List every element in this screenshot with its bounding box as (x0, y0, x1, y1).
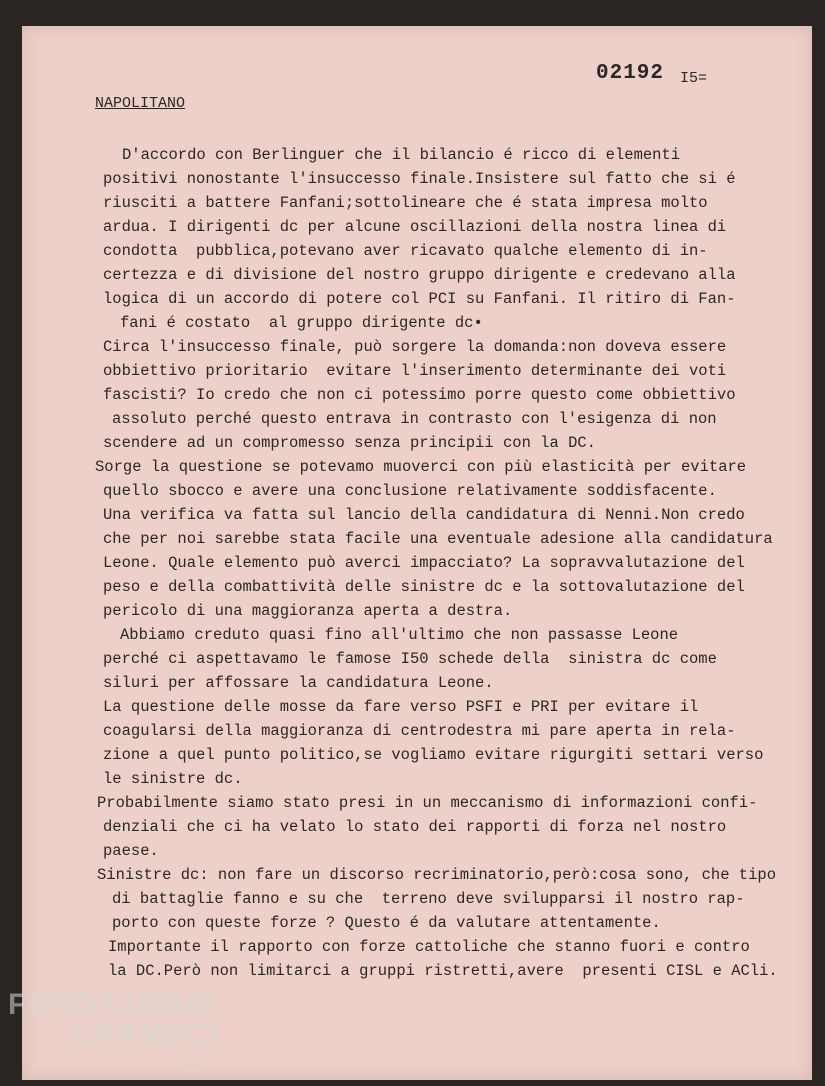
text-line: ardua. I dirigenti dc per alcune oscillazioni della nostra linea di (103, 218, 727, 236)
text-line: Importante il rapporto con forze cattoliche che stanno fuori e contro (108, 938, 750, 956)
text-line: di battaglie fanno e su che terreno deve svilupparsi il nostro rap- (112, 890, 745, 908)
text-line: quello sbocco e avere una conclusione relativamente soddisfacente. (103, 482, 717, 500)
text-line: La questione delle mosse da fare verso PSFI e PRI per evitare il (103, 698, 699, 716)
watermark-line-3: onlus (180, 1065, 207, 1077)
watermark-line-1: FONDAZIONE (8, 988, 217, 1021)
text-line: la DC.Però non limitarci a gruppi ristretti,avere presenti CISL e ACli. (108, 962, 778, 980)
text-line: logica di un accordo di potere col PCI su Fanfani. Il ritiro di Fan- (103, 290, 736, 308)
text-line: pericolo di una maggioranza aperta a destra. (103, 602, 513, 620)
text-line: Leone. Quale elemento può averci impacciato? La sopravvalutazione del (103, 554, 745, 572)
text-line: Sinistre dc: non fare un discorso recriminatorio,però:cosa sono, che tipo (97, 866, 777, 884)
text-line: Probabilmente siamo stato presi in un meccanismo di informazioni confi- (97, 794, 758, 812)
text-line: siluri per affossare la candidatura Leone. (103, 674, 494, 692)
text-line: zione a quel punto politico,se vogliamo evitare rigurgiti settari verso (103, 746, 764, 764)
text-line: fascisti? Io credo che non ci potessimo porre questo come obbiettivo (103, 386, 736, 404)
fondazione-gramsci-watermark (8, 988, 219, 1077)
speaker-heading: NAPOLITANO (95, 95, 186, 112)
text-line: Abbiamo creduto quasi fino all'ultimo che non passasse Leone (120, 626, 679, 644)
text-line: fani é costato al gruppo dirigente dc• (120, 314, 483, 332)
text-line: che per noi sarebbe stata facile una eventuale adesione alla candidatura (103, 530, 773, 548)
page-mark: I5= (680, 70, 708, 87)
text-line: obbiettivo prioritario evitare l'inserimento determinante dei voti (103, 362, 727, 380)
text-line: D'accordo con Berlinguer che il bilancio é ricco di elementi (122, 146, 681, 164)
text-line: assoluto perché questo entrava in contrasto con l'esigenza di non (112, 410, 717, 428)
text-line: Circa l'insuccesso finale, può sorgere la domanda:non doveva essere (103, 338, 727, 356)
text-line: coagularsi della maggioranza di centrodestra mi pare aperta in rela- (103, 722, 736, 740)
text-line: peso e della combattività delle sinistre dc e la sottovalutazione del (103, 578, 745, 596)
document-number: 02192 (596, 62, 665, 85)
text-line: perché ci aspettavamo le famose I50 schede della sinistra dc come (103, 650, 717, 668)
text-line: Una verifica va fatta sul lancio della candidatura di Nenni.Non credo (103, 506, 745, 524)
text-line: le sinistre dc. (103, 770, 243, 788)
text-line: Sorge la questione se potevamo muoverci con più elasticità per evitare (95, 458, 747, 476)
text-line: certezza e di divisione del nostro gruppo dirigente e credevano alla (103, 266, 736, 284)
watermark-line-2: GRAMSCI (70, 1018, 219, 1051)
text-line: denziali che ci ha velato lo stato dei rapporti di forza nel nostro (103, 818, 727, 836)
text-line: scendere ad un compromesso senza principii con la DC. (103, 434, 596, 452)
text-line: paese. (103, 842, 159, 860)
text-line: porto con queste forze ? Questo é da valutare attentamente. (112, 914, 661, 932)
text-line: condotta pubblica,potevano aver ricavato qualche elemento di in- (103, 242, 708, 260)
text-line: positivi nonostante l'insuccesso finale.Insistere sul fatto che si é (103, 170, 736, 188)
text-line: riusciti a battere Fanfani;sottolineare che é stata impresa molto (103, 194, 708, 212)
